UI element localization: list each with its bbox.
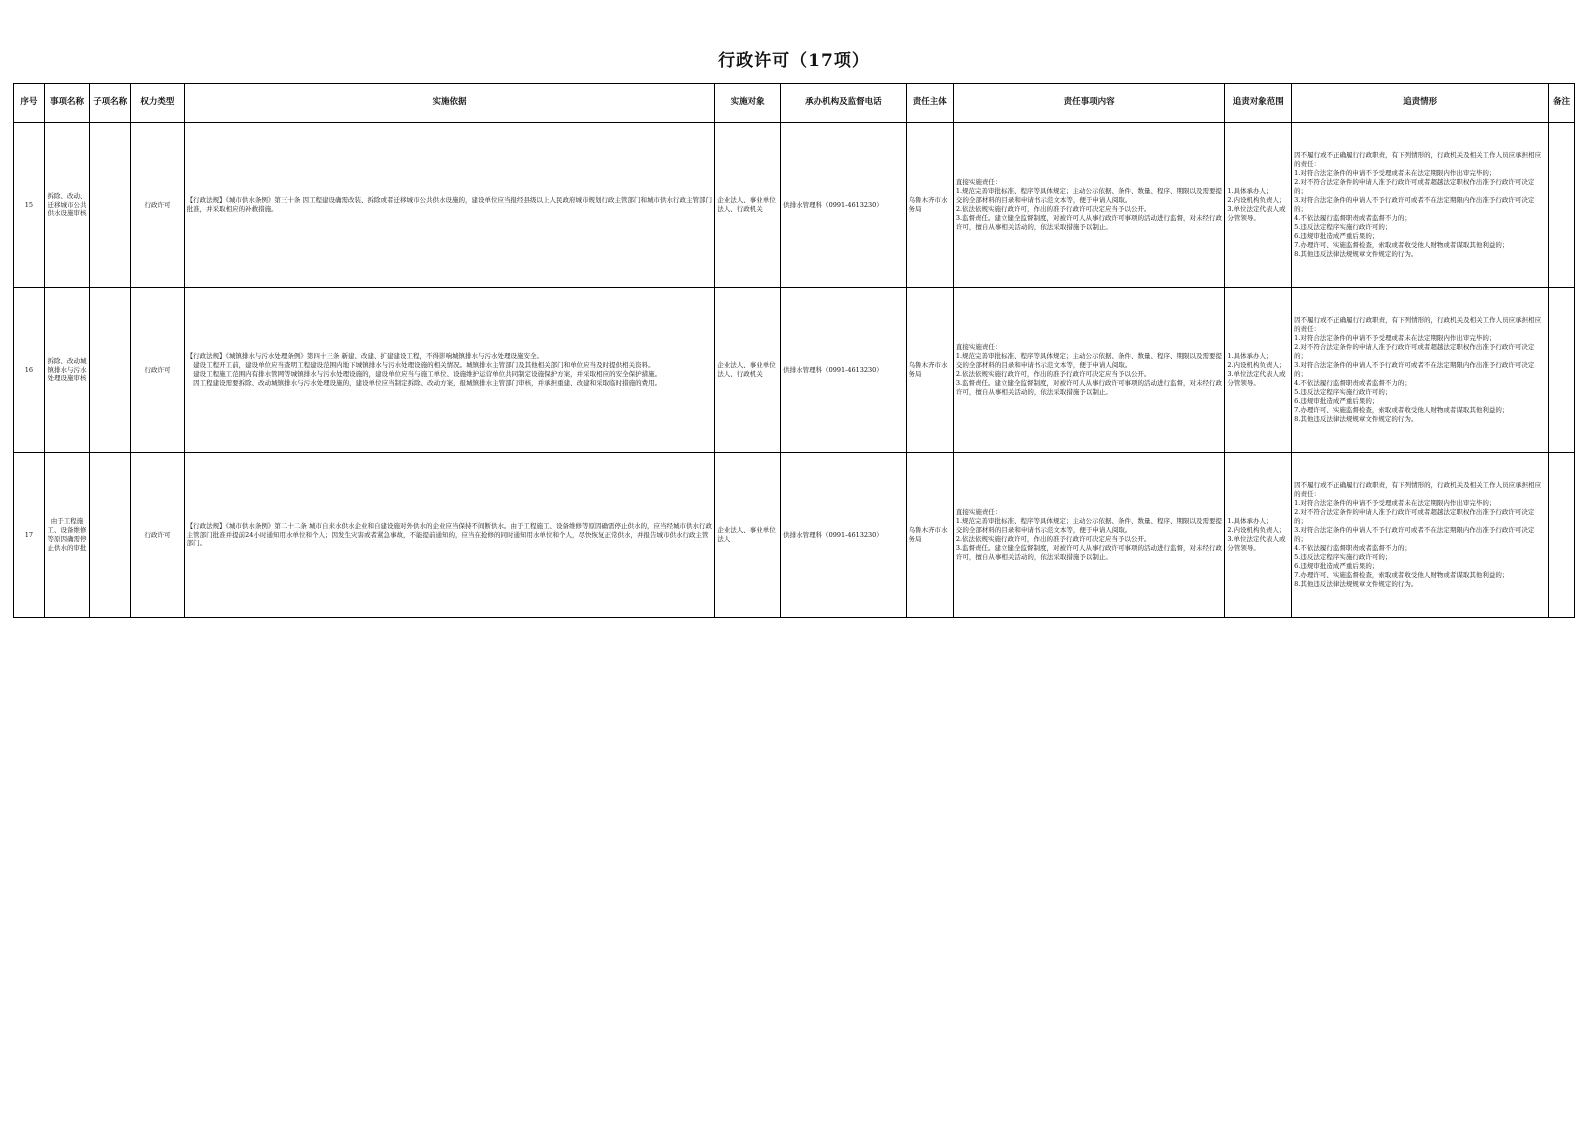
cell-basis: 【行政法规】《城市供水条例》第三十条 因工程建设确需改装、拆除或者迁移城市公共供水设施的，建设单位应当报经县级以上人民政府城市规划行政主管部门和城市供水行政主管部门批准，并采取相应的补救措施。 bbox=[184, 123, 715, 288]
cell-target: 企业法人、事业单位法人 bbox=[715, 453, 781, 618]
cell-item-name: 由于工程施工、设备维修等原因确需停止供水的审批 bbox=[44, 453, 89, 618]
cell-item-name: 拆除、改动、迁移城市公共供水设施审核 bbox=[44, 123, 89, 288]
cell-duty: 直接实施责任： 1.规范完善审批标准、程序等具体规定；主动公示依据、条件、数量、程序、期限以及需要提交的全部材料的目录和申请书示范文本等，便于申请人阅取。 2.依法依规实施行政许可，作出的准予行政许可决定应当予以公开。 3.监督责任。建立健全监督制度，对被许可人从事行政许可事项的活动进行监督，对未经行政许可，擅自从事相关活动的，依法采取措施予以制止。 bbox=[953, 453, 1224, 618]
header-subject: 责任主体 bbox=[906, 84, 953, 123]
table-row bbox=[14, 123, 1575, 288]
cell-scope: 1.具体承办人； 2.内设机构负责人； 3.单位法定代表人或分管领导。 bbox=[1225, 288, 1292, 453]
cell-sub-item bbox=[90, 123, 131, 288]
page-title: 行政许可（17项） bbox=[718, 51, 870, 71]
cell-power-type: 行政许可 bbox=[131, 288, 184, 453]
header-target: 实施对象 bbox=[715, 84, 781, 123]
header-no: 序号 bbox=[14, 84, 45, 123]
header-item-name: 事项名称 bbox=[44, 84, 89, 123]
cell-agency: 供排水管理科（0991-4613230） bbox=[781, 453, 906, 618]
cell-subject: 乌鲁木齐市水务局 bbox=[906, 123, 953, 288]
cell-cases: 因不履行或不正确履行行政职责，有下列情形的，行政机关及相关工作人员应承担相应的责任： 1.对符合法定条件的申请不予受理或者未在法定期限内作出审完毕的； 2.对不符合法定条件的申请人准予行政许可或者超越法定职权作出准予行政许可决定的； 3.对符合法定条件的申请人不予行政许可或者不在法定期限内作出准予行政许可决定的； 4.不依法履行监督职责或者监督不力的； 5.违反法定程序实施行政许可的； 6.违规审批造成严重后果的； 7.办理许可、实施监督检查，索取或者收受他人财物或者谋取其他利益的； 8.其他违反法律法规规章文件规定的行为。 bbox=[1292, 453, 1549, 618]
cell-scope: 1.具体承办人； 2.内设机构负责人； 3.单位法定代表人或分管领导。 bbox=[1225, 123, 1292, 288]
cell-no: 17 bbox=[14, 453, 45, 618]
cell-remark bbox=[1549, 288, 1575, 453]
cell-remark bbox=[1549, 453, 1575, 618]
admin-permit-table bbox=[13, 83, 1575, 618]
cell-duty: 直接实施责任： 1.规范完善审批标准、程序等具体规定；主动公示依据、条件、数量、程序、期限以及需要提交的全部材料的目录和申请书示范文本等，便于申请人阅取。 2.依法依规实施行政许可，作出的准予行政许可决定应当予以公开。 3.监督责任。建立健全监督制度，对被许可人从事行政许可事项的活动进行监督，对未经行政许可，擅自从事相关活动的，依法采取措施予以制止。 bbox=[953, 288, 1224, 453]
cell-cases: 因不履行或不正确履行行政职责，有下列情形的，行政机关及相关工作人员应承担相应的责任： 1.对符合法定条件的申请不予受理或者未在法定期限内作出审完毕的； 2.对不符合法定条件的申请人准予行政许可或者超越法定职权作出准予行政许可决定的； 3.对符合法定条件的申请人不予行政许可或者不在法定期限内作出准予行政许可决定的； 4.不依法履行监督职责或者监督不力的； 5.违反法定程序实施行政许可的； 6.违规审批造成严重后果的； 7.办理许可、实施监督检查，索取或者收受他人财物或者谋取其他利益的； 8.其他违反法律法规规章文件规定的行为。 bbox=[1292, 288, 1549, 453]
header-scope: 追责对象范围 bbox=[1225, 84, 1292, 123]
cell-target: 企业法人、事业单位法人、行政机关 bbox=[715, 288, 781, 453]
cell-no: 16 bbox=[14, 288, 45, 453]
header-power-type: 权力类型 bbox=[131, 84, 184, 123]
cell-agency: 供排水管理科（0991-4613230） bbox=[781, 123, 906, 288]
cell-remark bbox=[1549, 123, 1575, 288]
cell-power-type: 行政许可 bbox=[131, 453, 184, 618]
cell-subject: 乌鲁木齐市水务局 bbox=[906, 453, 953, 618]
header-cases: 追责情形 bbox=[1292, 84, 1549, 123]
header-agency: 承办机构及监督电话 bbox=[781, 84, 906, 123]
cell-duty: 直接实施责任： 1.规范完善审批标准、程序等具体规定；主动公示依据、条件、数量、程序、期限以及需要提交的全部材料的目录和申请书示范文本等，便于申请人阅取。 2.依法依规实施行政许可，作出的准予行政许可决定应当予以公开。 3.监督责任。建立健全监督制度，对被许可人从事行政许可事项的活动进行监督，对未经行政许可，擅自从事相关活动的，依法采取措施予以制止。 bbox=[953, 123, 1224, 288]
cell-sub-item bbox=[90, 453, 131, 618]
table-row bbox=[14, 288, 1575, 453]
cell-basis: 【行政法规】《城镇排水与污水处理条例》第四十三条 新建、改建、扩建建设工程，不得影响城镇排水与污水处理设施安全。 建设工程开工前，建设单位应当查明工程建设范围内地下城镇排水与污水处理设施的相关情况。城镇排水主管部门及其他相关部门和单位应当及时提供相关资料。 建设工程施工范围内有排水管网等城镇排水与污水处理设施的，建设单位应当与施工单位、设施维护运营单位共同制定设施保护方案，并采取相应的安全保护措施。 因工程建设需要拆除、改动城镇排水与污水处理设施的，建设单位应当制定拆除、改动方案，报城镇排水主管部门审核，并承担重建、改建和采取临时措施的费用。 bbox=[184, 288, 715, 453]
cell-sub-item bbox=[90, 288, 131, 453]
cell-agency: 供排水管理科（0991-4613230） bbox=[781, 288, 906, 453]
header-row bbox=[14, 84, 1575, 123]
table-row bbox=[14, 453, 1575, 618]
cell-power-type: 行政许可 bbox=[131, 123, 184, 288]
header-basis: 实施依据 bbox=[184, 84, 715, 123]
cell-cases: 因不履行或不正确履行行政职责，有下列情形的，行政机关及相关工作人员应承担相应的责任： 1.对符合法定条件的申请不予受理或者未在法定期限内作出审完毕的； 2.对不符合法定条件的申请人准予行政许可或者超越法定职权作出准予行政许可决定的； 3.对符合法定条件的申请人不予行政许可或者不在法定期限内作出准予行政许可决定的； 4.不依法履行监督职责或者监督不力的； 5.违反法定程序实施行政许可的； 6.违规审批造成严重后果的； 7.办理许可、实施监督检查，索取或者收受他人财物或者谋取其他利益的； 8.其他违反法律法规规章文件规定的行为。 bbox=[1292, 123, 1549, 288]
header-remark: 备注 bbox=[1549, 84, 1575, 123]
cell-basis: 【行政法规】《城市供水条例》第二十二条 城市自来水供水企业和自建设施对外供水的企业应当保持不间断供水。由于工程施工、设备维修等原因确需停止供水的，应当经城市供水行政主管部门批准并提前24小时通知用水单位和个人；因发生灾害或者紧急事故，不能提前通知的，应当在抢修的同时通知用水单位和个人，尽快恢复正常供水，并报告城市供水行政主管部门。 bbox=[184, 453, 715, 618]
cell-target: 企业法人、事业单位法人、行政机关 bbox=[715, 123, 781, 288]
cell-scope: 1.具体承办人； 2.内设机构负责人； 3.单位法定代表人或分管领导。 bbox=[1225, 453, 1292, 618]
header-sub-item: 子项名称 bbox=[90, 84, 131, 123]
header-duty: 责任事项内容 bbox=[953, 84, 1224, 123]
cell-no: 15 bbox=[14, 123, 45, 288]
cell-item-name: 拆除、改动城镇排水与污水处理设施审核 bbox=[44, 288, 89, 453]
cell-subject: 乌鲁木齐市水务局 bbox=[906, 288, 953, 453]
